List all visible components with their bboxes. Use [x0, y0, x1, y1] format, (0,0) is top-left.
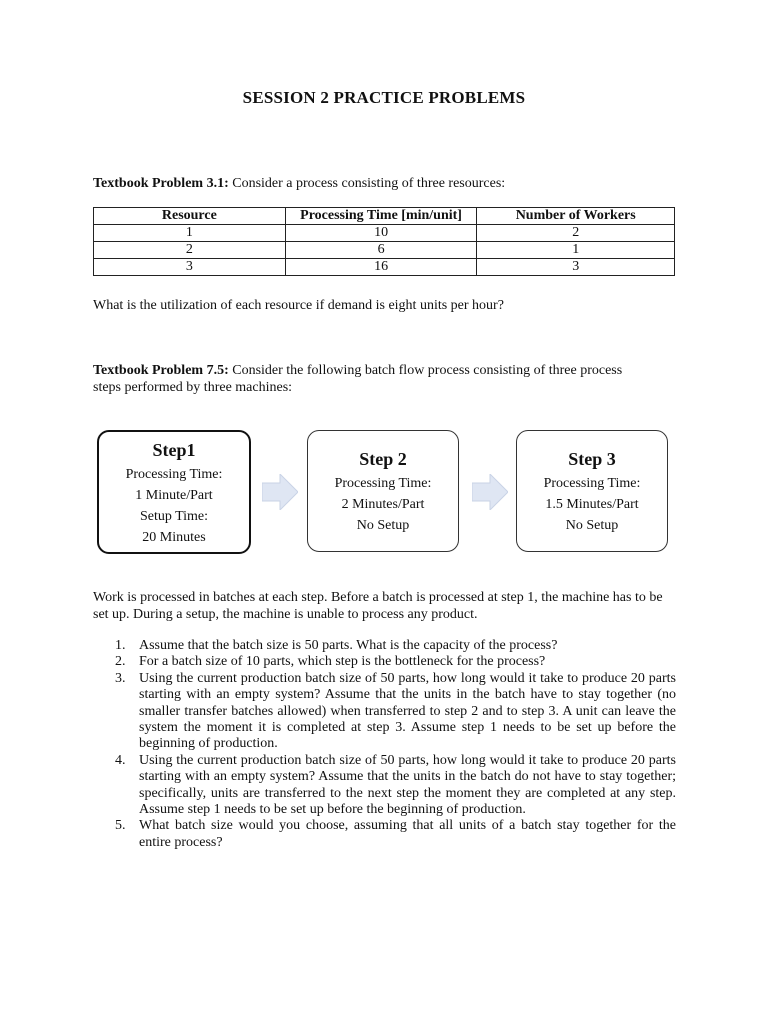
resource-table: [93, 207, 675, 276]
problem-3-1-intro: [93, 175, 678, 192]
arrow-right-icon: [472, 474, 508, 510]
table-row: [94, 242, 675, 259]
step-2-line: 2 Minutes/Part: [341, 497, 425, 512]
arrow-right-shape: [262, 474, 298, 510]
step-1-line: 20 Minutes: [142, 530, 206, 545]
arrow-right-shape: [472, 474, 508, 510]
step-1-box: [97, 430, 251, 554]
list-item: [93, 753, 676, 819]
step-3-line: 1.5 Minutes/Part: [545, 497, 639, 512]
table-header-processing-time: Processing Time [min/unit]: [285, 208, 477, 225]
list-item: [93, 818, 676, 851]
step-1-line: Processing Time:: [125, 467, 223, 482]
problem-7-5-label: Textbook Problem 7.5:: [93, 363, 229, 378]
problem-3-1-text: Consider a process consisting of three resources:: [228, 176, 506, 191]
step-2-title: Step 2: [359, 449, 407, 469]
list-item: [93, 671, 676, 753]
question-text: For a batch size of 10 parts, which step is the bottleneck for the process?: [139, 654, 546, 670]
table-cell: 2: [94, 242, 286, 259]
step-3-box: [516, 430, 668, 552]
question-number: 5.: [115, 818, 126, 834]
question-list: [93, 638, 676, 851]
question-number: 3.: [115, 670, 126, 686]
table-header-workers: Number of Workers: [477, 208, 675, 225]
step-1-line: Setup Time:: [139, 509, 209, 524]
table-header-resource: Resource: [94, 208, 286, 225]
step-3-title: Step 3: [568, 449, 616, 469]
problem-7-5-intro: [93, 362, 653, 396]
question-number: 2.: [115, 654, 126, 670]
arrow-right-icon: [262, 474, 298, 510]
question-text: Assume that the batch size is 50 parts. What is the capacity of the process?: [139, 638, 558, 653]
table-cell: 1: [94, 225, 286, 242]
question-number: 4.: [115, 752, 126, 768]
step-2-line: No Setup: [356, 518, 410, 533]
table-cell: 2: [477, 225, 675, 242]
page-title: SESSION 2 PRACTICE PROBLEMS: [242, 88, 526, 107]
table-cell: 1: [477, 242, 675, 259]
step-3-line: Processing Time:: [543, 476, 641, 491]
table-cell: 3: [94, 259, 286, 276]
step-2-box: [307, 430, 459, 552]
table-cell: 16: [285, 259, 477, 276]
list-item: [93, 654, 676, 670]
step-1-title: Step1: [152, 440, 196, 460]
question-text: Using the current production batch size of 50 parts, how long would it take to produce 20 parts starting with an empty system? Assume that the units in the batch have to stay together (no smaller transfer batches allowed) when transferred to step 2 and to step 3. A unit can leave the system the moment it is completed at step 3. Assume step 1 needs to be set up before the beginning of production.: [139, 670, 676, 752]
table-row: [94, 259, 675, 276]
question-text: What batch size would you choose, assuming that all units of a batch stay together for the entire process?: [139, 818, 676, 850]
problem-3-1-question: What is the utilization of each resource if demand is eight units per hour?: [93, 298, 504, 313]
table-row: [94, 225, 675, 242]
table-cell: 6: [285, 242, 477, 259]
problem-7-5-text: Consider the following batch flow process consisting of three process steps performed by three machines:: [93, 363, 623, 395]
step-1-line: 1 Minute/Part: [135, 488, 213, 503]
step-2-line: Processing Time:: [334, 476, 432, 491]
problem-3-1-label: Textbook Problem 3.1:: [93, 176, 229, 191]
batch-intro: Work is processed in batches at each step. Before a batch is processed at step 1, the machine has to be set up. During a setup, the machine is unable to process any product.: [93, 590, 663, 622]
table-cell: 10: [285, 225, 477, 242]
table-header-row: [94, 208, 675, 225]
table-cell: 3: [477, 259, 675, 276]
list-item: [93, 638, 676, 654]
step-3-line: No Setup: [565, 518, 619, 533]
question-number: 1.: [115, 638, 126, 653]
question-text: Using the current production batch size of 50 parts, how long would it take to produce 20 parts starting with an empty system? Assume that the units in the batch do not have to stay together; specifically, units are transferred to the next step the moment they are completed at any step. Assume step 1 needs to be set up before the beginning of production.: [139, 752, 676, 818]
